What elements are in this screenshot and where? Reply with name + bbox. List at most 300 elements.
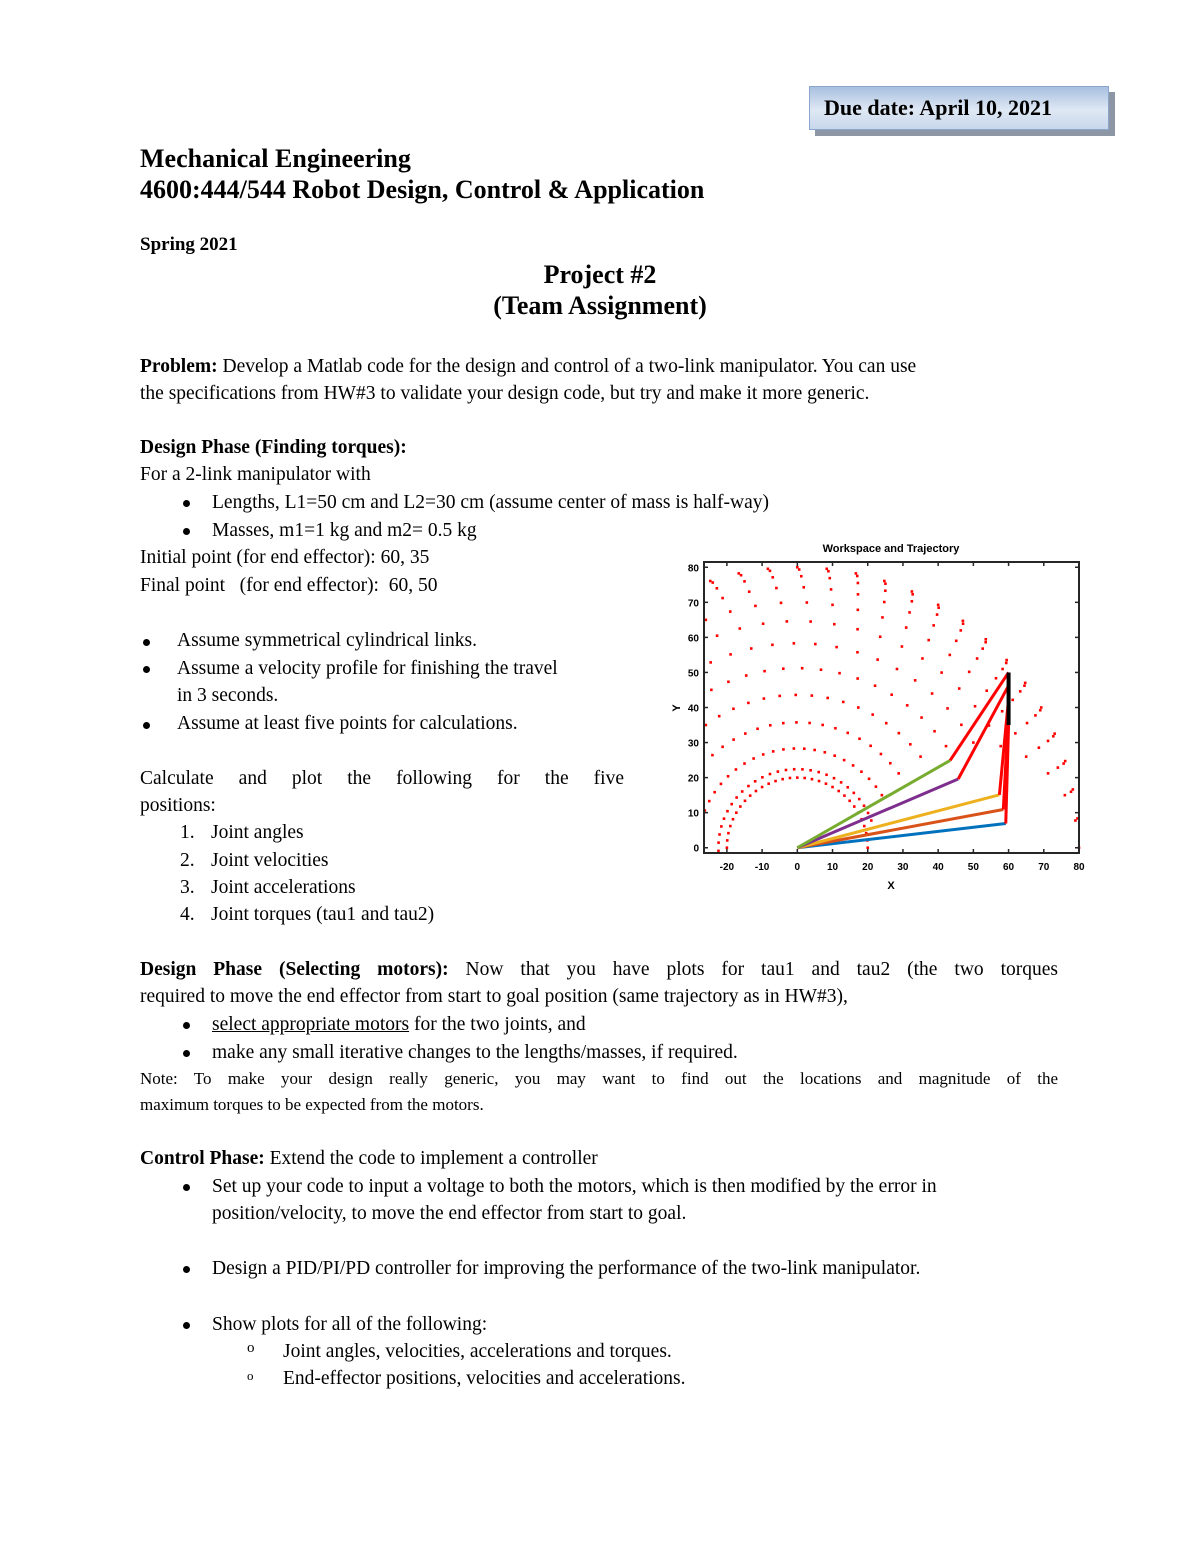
- design-motors-heading: Design Phase (Selecting motors):: [140, 959, 449, 980]
- workspace-dot: [763, 697, 766, 700]
- control-intro: Extend the code to implement a controller: [264, 1148, 598, 1169]
- workspace-dot: [771, 576, 774, 579]
- workspace-dot: [748, 590, 751, 593]
- workspace-dot: [732, 738, 735, 741]
- term: Spring 2021: [140, 234, 238, 255]
- workspace-dot: [794, 694, 797, 697]
- control-heading: Control Phase:: [140, 1148, 265, 1169]
- calculate-line-2: positions:: [140, 795, 216, 816]
- bullet-icon: [143, 722, 150, 729]
- x-tick-label: -10: [754, 862, 770, 873]
- workspace-dot: [972, 741, 975, 744]
- y-axis-label: Y: [671, 704, 683, 712]
- workspace-dot: [879, 635, 882, 638]
- workspace-dot: [863, 804, 866, 807]
- workspace-dot: [901, 645, 904, 648]
- workspace-dot: [1053, 732, 1056, 735]
- workspace-dot: [727, 775, 730, 778]
- workspace-dot: [1039, 709, 1042, 712]
- workspace-dot: [729, 825, 732, 828]
- workspace-dot: [717, 841, 720, 844]
- bullet-icon: [183, 528, 190, 535]
- workspace-dot: [803, 777, 806, 780]
- workspace-dot: [793, 642, 796, 645]
- workspace-dot: [976, 657, 979, 660]
- control-bullet-1: Set up your code to input a voltage to both the motors, which is then modified by the error in: [212, 1176, 937, 1197]
- workspace-dot: [884, 582, 887, 585]
- workspace-dot: [755, 790, 758, 793]
- workspace-dot: [793, 747, 796, 750]
- y-tick-label: 50: [687, 668, 699, 680]
- bullet-icon: [183, 1050, 190, 1057]
- workspace-dot: [936, 613, 939, 616]
- workspace-dot: [718, 715, 721, 718]
- workspace-dot: [868, 777, 871, 780]
- final-point: Final point (for end effector): 60, 50: [140, 575, 438, 596]
- workspace-dot: [732, 707, 735, 710]
- workspace-dot: [866, 846, 869, 849]
- workspace-dot: [962, 622, 965, 625]
- workspace-dot: [1064, 794, 1067, 797]
- workspace-dot: [920, 716, 923, 719]
- workspace-dot: [860, 770, 863, 773]
- workspace-dot: [737, 572, 740, 575]
- workspace-dot: [833, 754, 836, 757]
- workspace-dot: [911, 600, 914, 603]
- workspace-dot: [769, 773, 772, 776]
- workspace-dot: [781, 778, 784, 781]
- workspace-dot: [911, 590, 914, 593]
- workspace-dot: [735, 811, 738, 814]
- workspace-dot: [782, 667, 785, 670]
- workspace-dot: [870, 819, 873, 822]
- workspace-dot: [857, 706, 860, 709]
- workspace-dot: [775, 587, 778, 590]
- masses-item: Masses, m1=1 kg and m2= 0.5 kg: [212, 520, 477, 541]
- workspace-dot: [821, 724, 824, 727]
- workspace-dot: [843, 794, 846, 797]
- workspace-dot: [881, 616, 884, 619]
- workspace-dot: [856, 575, 859, 578]
- workspace-dot: [921, 657, 924, 660]
- workspace-dot: [945, 745, 948, 748]
- workspace-dot: [880, 753, 883, 756]
- y-tick-label: 40: [687, 703, 699, 715]
- workspace-dot: [853, 805, 856, 808]
- select-motors-underlined: select appropriate motors: [212, 1014, 410, 1035]
- workspace-dot: [885, 722, 888, 725]
- workspace-dot: [909, 743, 912, 746]
- calculate-line: Calculate and plot the following for the five: [140, 768, 624, 789]
- control-bullet-1-cont: position/velocity, to move the end effector from start to goal.: [212, 1203, 687, 1224]
- workspace-dot: [1023, 684, 1026, 687]
- workspace-dot: [743, 762, 746, 765]
- workspace-dot: [740, 574, 743, 577]
- workspace-dot: [919, 755, 922, 758]
- problem-paragraph: [140, 353, 1070, 380]
- workspace-dot: [974, 705, 977, 708]
- workspace-dot: [889, 762, 892, 765]
- bullet-icon: [183, 1184, 190, 1191]
- workspace-dot: [778, 695, 781, 698]
- workspace-dot: [716, 634, 719, 637]
- workspace-dot: [721, 746, 724, 749]
- design-torques-heading: Design Phase (Finding torques):: [140, 437, 407, 458]
- project-title: Project #2: [543, 260, 657, 289]
- workspace-dot: [729, 653, 732, 656]
- workspace-dot: [995, 677, 998, 680]
- workspace-dot: [827, 570, 830, 573]
- workspace-dot: [1052, 735, 1055, 738]
- workspace-dot: [726, 810, 729, 813]
- workspace-dot: [793, 768, 796, 771]
- numbered-1-num: 1.: [180, 822, 195, 843]
- workspace-dot: [856, 628, 859, 631]
- workspace-dot: [826, 697, 829, 700]
- workspace-dot: [710, 689, 713, 692]
- workspace-dot: [999, 745, 1002, 748]
- workspace-dot: [824, 751, 827, 754]
- workspace-dot: [762, 622, 765, 625]
- workspace-dot: [721, 597, 724, 600]
- workspace-dot: [846, 786, 849, 789]
- workspace-dot: [946, 707, 949, 710]
- workspace-dot: [739, 805, 742, 808]
- workspace-dot: [749, 794, 752, 797]
- numbered-2-num: 2.: [180, 850, 195, 871]
- workspace-dot: [813, 749, 816, 752]
- design-torques-intro: For a 2-link manipulator with: [140, 464, 371, 485]
- workspace-dot: [772, 750, 775, 753]
- problem-label: Problem:: [140, 356, 218, 377]
- workspace-dot: [867, 812, 870, 815]
- workspace-dot: [906, 704, 909, 707]
- workspace-dot: [835, 646, 838, 649]
- workspace-dot: [914, 679, 917, 682]
- workspace-dot: [809, 769, 812, 772]
- workspace-dot: [858, 737, 861, 740]
- x-tick-label: 40: [932, 862, 944, 873]
- circle-bullet-icon: o: [247, 1368, 254, 1383]
- control-sub-bullet-1: Joint angles, velocities, accelerations and torques.: [283, 1341, 672, 1362]
- bullet-icon: [183, 1266, 190, 1273]
- workspace-dot: [763, 670, 766, 673]
- workspace-dot: [1040, 706, 1043, 709]
- workspace-dot: [750, 647, 753, 650]
- workspace-dot: [1005, 662, 1008, 665]
- workspace-dot: [884, 589, 887, 592]
- axis-ticks: [688, 562, 1085, 873]
- design-motors-paragraph: [140, 956, 1058, 983]
- workspace-dot: [800, 575, 803, 578]
- numbered-4-text: Joint torques (tau1 and tau2): [211, 904, 435, 925]
- workspace-dot: [1005, 659, 1008, 662]
- problem-text-1: Develop a Matlab code for the design and control of a two-link manipulator. You can use: [217, 356, 917, 377]
- assumption-item: Assume symmetrical cylindrical links.: [177, 630, 478, 651]
- workspace-dot: [732, 818, 735, 821]
- workspace-dot: [858, 798, 861, 801]
- workspace-dot: [723, 817, 726, 820]
- workspace-dot: [837, 790, 840, 793]
- y-tick-label: 10: [687, 808, 699, 820]
- select-motors-rest: for the two joints, and: [409, 1014, 586, 1035]
- workspace-dot: [853, 792, 856, 795]
- chart-title: Workspace and Trajectory: [822, 543, 960, 555]
- bullet-icon: [183, 500, 190, 507]
- x-axis-label: X: [887, 880, 895, 892]
- workspace-dot: [729, 610, 732, 613]
- x-tick-label: 50: [967, 862, 979, 873]
- workspace-dot: [863, 825, 866, 828]
- workspace-dot: [782, 722, 785, 725]
- workspace-dot: [818, 780, 821, 783]
- workspace-dot: [869, 745, 872, 748]
- x-tick-label: 0: [794, 862, 801, 873]
- workspace-dot: [833, 777, 836, 780]
- workspace-dot: [782, 748, 785, 751]
- workspace-dot: [754, 780, 757, 783]
- workspace-dot: [752, 757, 755, 760]
- workspace-dot: [833, 623, 836, 626]
- x-tick-label: 80: [1073, 862, 1085, 873]
- department-title: Mechanical Engineering: [140, 144, 411, 173]
- due-date-box: [809, 86, 1109, 130]
- control-bullet-3: Show plots for all of the following:: [212, 1314, 488, 1335]
- workspace-dot: [831, 604, 834, 607]
- workspace-dot: [874, 684, 877, 687]
- workspace-dot: [1047, 772, 1050, 775]
- workspace-dot: [857, 582, 860, 585]
- workspace-dot: [968, 671, 971, 674]
- workspace-dot: [856, 677, 859, 680]
- workspace-dot: [828, 577, 831, 580]
- workspace-dot: [1001, 710, 1004, 713]
- iterative-changes-item: make any small iterative changes to the lengths/masses, if required.: [212, 1042, 738, 1063]
- workspace-dot: [803, 747, 806, 750]
- control-bullet-2: Design a PID/PI/PD controller for improving the performance of the two-link manipulator.: [212, 1258, 921, 1279]
- design-motors-text-1: Now that you have plots for tau1 and tau2 (the two torques: [448, 959, 1058, 980]
- workspace-dot: [958, 687, 961, 690]
- numbered-1-text: Joint angles: [211, 822, 304, 843]
- workspace-dot: [769, 724, 772, 727]
- workspace-dot: [955, 640, 958, 643]
- x-tick-label: 70: [1038, 862, 1050, 873]
- workspace-dot: [767, 782, 770, 785]
- workspace-dot: [726, 846, 729, 849]
- workspace-dot: [735, 768, 738, 771]
- workspace-dot: [814, 643, 817, 646]
- workspace-dot: [718, 833, 721, 836]
- workspace-dot: [811, 778, 814, 781]
- numbered-3-num: 3.: [180, 877, 195, 898]
- workspace-dot: [709, 580, 712, 583]
- workspace-dot: [883, 601, 886, 604]
- workspace-dot: [713, 791, 716, 794]
- workspace-dot: [876, 658, 879, 661]
- x-tick-label: 10: [826, 862, 839, 873]
- workspace-dot: [937, 606, 940, 609]
- workspace-dot: [857, 593, 860, 596]
- workspace-dot: [796, 566, 799, 569]
- workspace-dot: [825, 773, 828, 776]
- design-motors-text-2: required to move the end effector from start to goal position (same trajectory as in HW#3),: [140, 986, 848, 1007]
- workspace-dots: [704, 566, 1081, 852]
- workspace-dot: [940, 671, 943, 674]
- bullet-icon: [183, 1322, 190, 1329]
- workspace-dot: [948, 654, 951, 657]
- workspace-dot: [908, 611, 911, 614]
- workspace-dot: [960, 724, 963, 727]
- workspace-dot: [730, 803, 733, 806]
- workspace-dot: [825, 567, 828, 570]
- workspace-dot: [1064, 760, 1067, 763]
- workspace-dot: [1034, 714, 1037, 717]
- workspace-dot: [754, 605, 757, 608]
- workspace-dot: [709, 661, 712, 664]
- workspace-dot: [726, 839, 729, 842]
- workspace-dot: [1038, 746, 1041, 749]
- numbered-4-num: 4.: [180, 904, 195, 925]
- problem-text-2: the specifications from HW#3 to validate your design code, but try and make it more generic.: [140, 383, 870, 404]
- workspace-dot: [762, 753, 765, 756]
- workspace-dot: [843, 759, 846, 762]
- workspace-dot: [747, 702, 750, 705]
- bullet-icon: [183, 1022, 190, 1029]
- workspace-dot: [727, 832, 730, 835]
- workspace-dot: [798, 568, 801, 571]
- y-tick-label: 0: [693, 843, 699, 855]
- workspace-dot: [898, 732, 901, 735]
- workspace-dot: [875, 785, 878, 788]
- workspace-dot: [931, 692, 934, 695]
- workspace-dot: [830, 588, 833, 591]
- workspace-dot: [756, 727, 759, 730]
- workspace-dot: [1062, 762, 1065, 765]
- numbered-3-text: Joint accelerations: [211, 877, 356, 898]
- workspace-dot: [842, 701, 845, 704]
- workspace-dot: [838, 672, 841, 675]
- workspace-dot: [932, 624, 935, 627]
- workspace-dot: [984, 638, 987, 641]
- workspace-dot: [1072, 788, 1075, 791]
- workspace-dot: [1001, 668, 1004, 671]
- x-tick-label: -20: [719, 862, 735, 873]
- workspace-dot: [959, 629, 962, 632]
- plot-frame: [704, 562, 1079, 853]
- workspace-dot: [890, 693, 893, 696]
- workspace-dot: [1011, 699, 1014, 702]
- workspace-dot: [780, 602, 783, 605]
- select-motors-item: [212, 1011, 586, 1038]
- workspace-dot: [744, 732, 747, 735]
- circle-bullet-icon: o: [247, 1340, 255, 1356]
- project-subtitle: (Team Assignment): [493, 291, 707, 320]
- workspace-dot: [1074, 819, 1077, 822]
- workspace-dot: [796, 776, 799, 779]
- note-line-2: maximum torques to be expected from the motors.: [140, 1095, 484, 1114]
- y-tick-label: 80: [687, 563, 699, 575]
- workspace-dot: [738, 627, 741, 630]
- workspace-dot: [855, 572, 858, 575]
- course-title: 4600:444/544 Robot Design, Control & Application: [140, 175, 705, 204]
- workspace-dot: [1070, 790, 1073, 793]
- workspace-dot: [1057, 766, 1060, 769]
- x-tick-label: 60: [1003, 862, 1015, 873]
- assumption-item: Assume a velocity profile for finishing the travel: [177, 658, 558, 679]
- workspace-dot: [771, 644, 774, 647]
- workspace-dot: [777, 770, 780, 773]
- y-tick-label: 20: [687, 773, 699, 785]
- workspace-dot: [795, 721, 798, 724]
- control-sub-bullet-2: End-effector positions, velocities and accelerations.: [283, 1368, 686, 1389]
- workspace-dot: [808, 722, 811, 725]
- bullet-icon: [143, 666, 150, 673]
- workspace-dot: [774, 780, 777, 783]
- workspace-dot: [761, 786, 764, 789]
- workspace-dot: [883, 580, 886, 583]
- workspace-dot: [720, 825, 723, 828]
- workspace-dot: [857, 609, 860, 612]
- workspace-dot: [741, 790, 744, 793]
- workspace-dot: [1047, 740, 1050, 743]
- workspace-dot: [1026, 722, 1029, 725]
- link-1: [797, 795, 999, 848]
- y-tick-label: 30: [687, 738, 699, 750]
- workspace-dot: [840, 781, 843, 784]
- workspace-dot: [810, 694, 813, 697]
- workspace-dot: [985, 689, 988, 692]
- workspace-dot: [1025, 755, 1028, 758]
- workspace-dot: [711, 581, 714, 584]
- workspace-dot: [825, 782, 828, 785]
- workspace-dot: [1014, 732, 1017, 735]
- workspace-dot: [1024, 682, 1027, 685]
- workspace-dot: [785, 769, 788, 772]
- initial-point: Initial point (for end effector): 60, 35: [140, 547, 430, 568]
- workspace-dot: [881, 794, 884, 797]
- workspace-trajectory-chart: [660, 530, 1100, 900]
- y-tick-label: 60: [687, 633, 699, 645]
- workspace-dot: [933, 730, 936, 733]
- workspace-dot: [802, 586, 805, 589]
- lengths-item: Lengths, L1=50 cm and L2=30 cm (assume center of mass is half-way): [212, 492, 770, 513]
- x-tick-label: 20: [862, 862, 874, 873]
- note-line-1: Note: To make your design really generic, you may want to find out the locations and magnitude of the: [140, 1069, 1058, 1088]
- workspace-dot: [720, 783, 723, 786]
- control-paragraph: [140, 1145, 598, 1172]
- workspace-dot: [856, 651, 859, 654]
- workspace-dot: [789, 777, 792, 780]
- workspace-dot: [846, 732, 849, 735]
- workspace-dot: [744, 800, 747, 803]
- workspace-dot: [962, 620, 965, 623]
- workspace-dot: [1019, 690, 1022, 693]
- workspace-dot: [806, 601, 809, 604]
- workspace-dot: [820, 668, 823, 671]
- workspace-dot: [852, 764, 855, 767]
- workspace-dot: [761, 776, 764, 779]
- workspace-dot: [745, 674, 748, 677]
- workspace-dot: [831, 786, 834, 789]
- workspace-dot: [769, 570, 772, 573]
- workspace-dot: [981, 647, 984, 650]
- numbered-2-text: Joint velocities: [211, 850, 329, 871]
- bullet-icon: [143, 639, 150, 646]
- x-tick-label: 30: [897, 862, 909, 873]
- workspace-dot: [716, 587, 719, 590]
- workspace-dot: [871, 713, 874, 716]
- workspace-dot: [817, 771, 820, 774]
